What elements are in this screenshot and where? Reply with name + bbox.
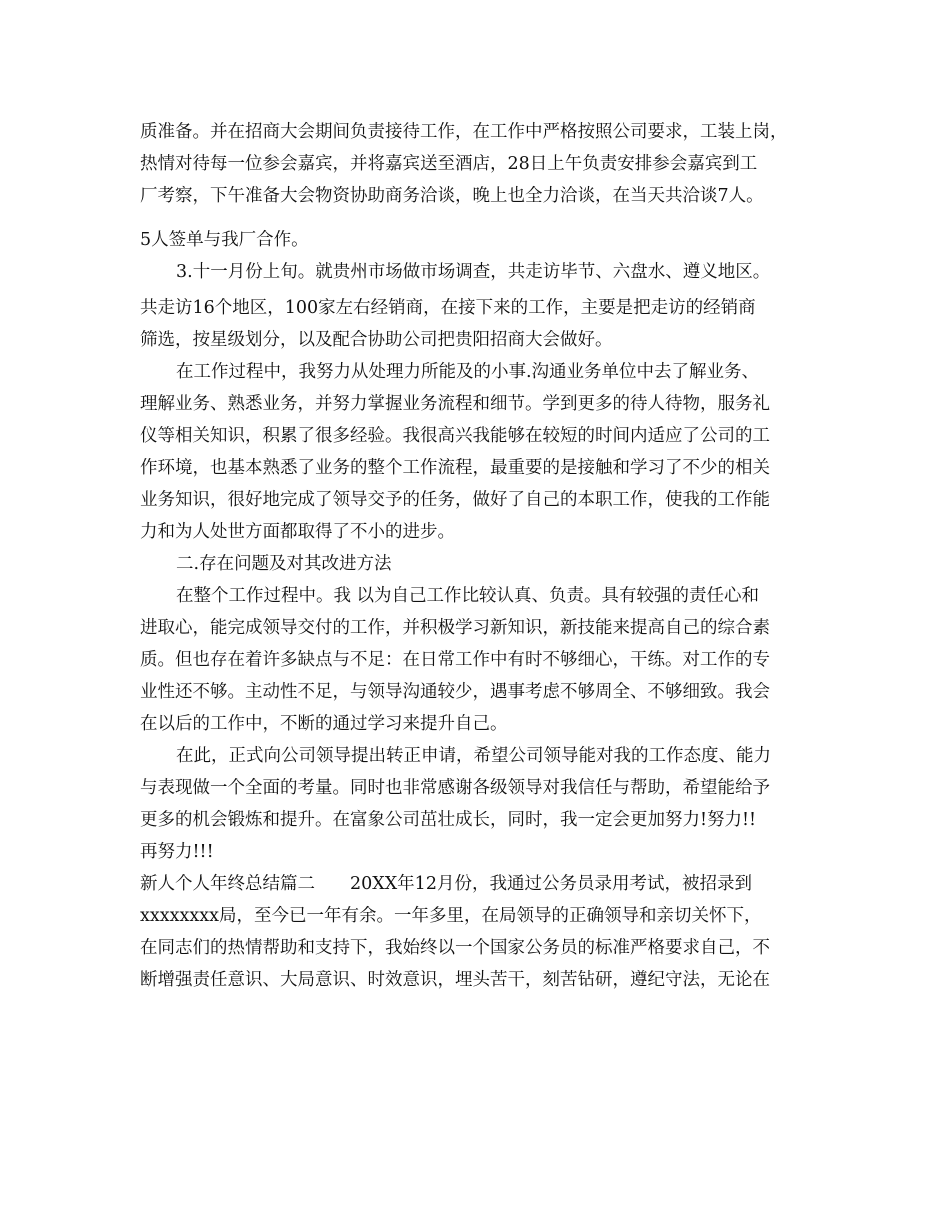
text-line: 3.十一月份上旬。就贵州市场做市场调查，共走访毕节、六盘水、遵义地区。 (176, 262, 771, 282)
text-line: 5人签单与我厂合作。 (140, 230, 309, 250)
text-line: 理解业务、熟悉业务，并努力掌握业务流程和细节。学到更多的待人待物，服务礼 (140, 394, 770, 414)
text-line: 在此，正式向公司领导提出转正申请，希望公司领导能对我的工作态度、能力 (176, 746, 771, 766)
text-line: 业务知识，很好地完成了领导交予的任务，做好了自己的本职工作，使我的工作能 (140, 490, 770, 510)
text-line: 质。但也存在着许多缺点与不足：在日常工作中有时不够细心，干练。对工作的专 (140, 650, 770, 670)
text-line: 业性还不够。主动性不足，与领导沟通较少，遇事考虑不够周全、不够细致。我会 (140, 682, 770, 702)
text-line: 在工作过程中，我努力从处理力所能及的小事.沟通业务单位中去了解业务、 (176, 362, 760, 382)
text-line: 作环境，也基本熟悉了业务的整个工作流程，最重要的是接触和学习了不少的相关 (140, 458, 770, 478)
text-line: 热情对待每一位参会嘉宾，并将嘉宾送至酒店，28日上午负责安排参会嘉宾到工 (140, 154, 758, 174)
text-line: 更多的机会锻炼和提升。在富象公司茁壮成长，同时，我一定会更加努力!努力!! (140, 810, 757, 830)
text-line: 仪等相关知识，积累了很多经验。我很高兴我能够在较短的时间内适应了公司的工 (140, 426, 770, 446)
section-heading: 新人个人年终总结篇二 20XX年12月份，我通过公务员录用考试，被招录到 (140, 874, 752, 894)
text-line: 在整个工作过程中。我 以为自己工作比较认真、负责。具有较强的责任心和 (176, 586, 760, 606)
text-line: 断增强责任意识、大局意识、时效意识，埋头苦干，刻苦钻研，遵纪守法，无论在 (140, 970, 770, 990)
text-line: 筛选，按星级划分，以及配合协助公司把贵阳招商大会做好。 (140, 330, 613, 350)
text-line: 厂考察，下午准备大会物资协助商务洽谈，晚上也全力洽谈，在当天共洽谈7人。 (140, 186, 764, 206)
text-line: 进取心，能完成领导交付的工作，并积极学习新知识，新技能来提高自己的综合素 (140, 618, 770, 638)
section-heading: 二.存在问题及对其改进方法 (176, 554, 392, 574)
text-line: xxxxxxxx局，至今已一年有余。一年多里，在局领导的正确领导和亲切关怀下， (140, 906, 762, 926)
text-line: 在同志们的热情帮助和支持下，我始终以一个国家公务员的标准严格要求自己，不 (140, 938, 770, 958)
text-line: 在以后的工作中，不断的通过学习来提升自己。 (140, 714, 508, 734)
text-line: 共走访16个地区，100家左右经销商，在接下来的工作，主要是把走访的经销商 (140, 298, 756, 318)
text-line: 力和为人处世方面都取得了不小的进步。 (140, 522, 455, 542)
text-line: 再努力!!! (140, 842, 214, 862)
text-line: 与表现做一个全面的考量。同时也非常感谢各级领导对我信任与帮助，希望能给予 (140, 778, 770, 798)
text-line: 质准备。并在招商大会期间负责接待工作，在工作中严格按照公司要求，工装上岗， (140, 122, 788, 142)
